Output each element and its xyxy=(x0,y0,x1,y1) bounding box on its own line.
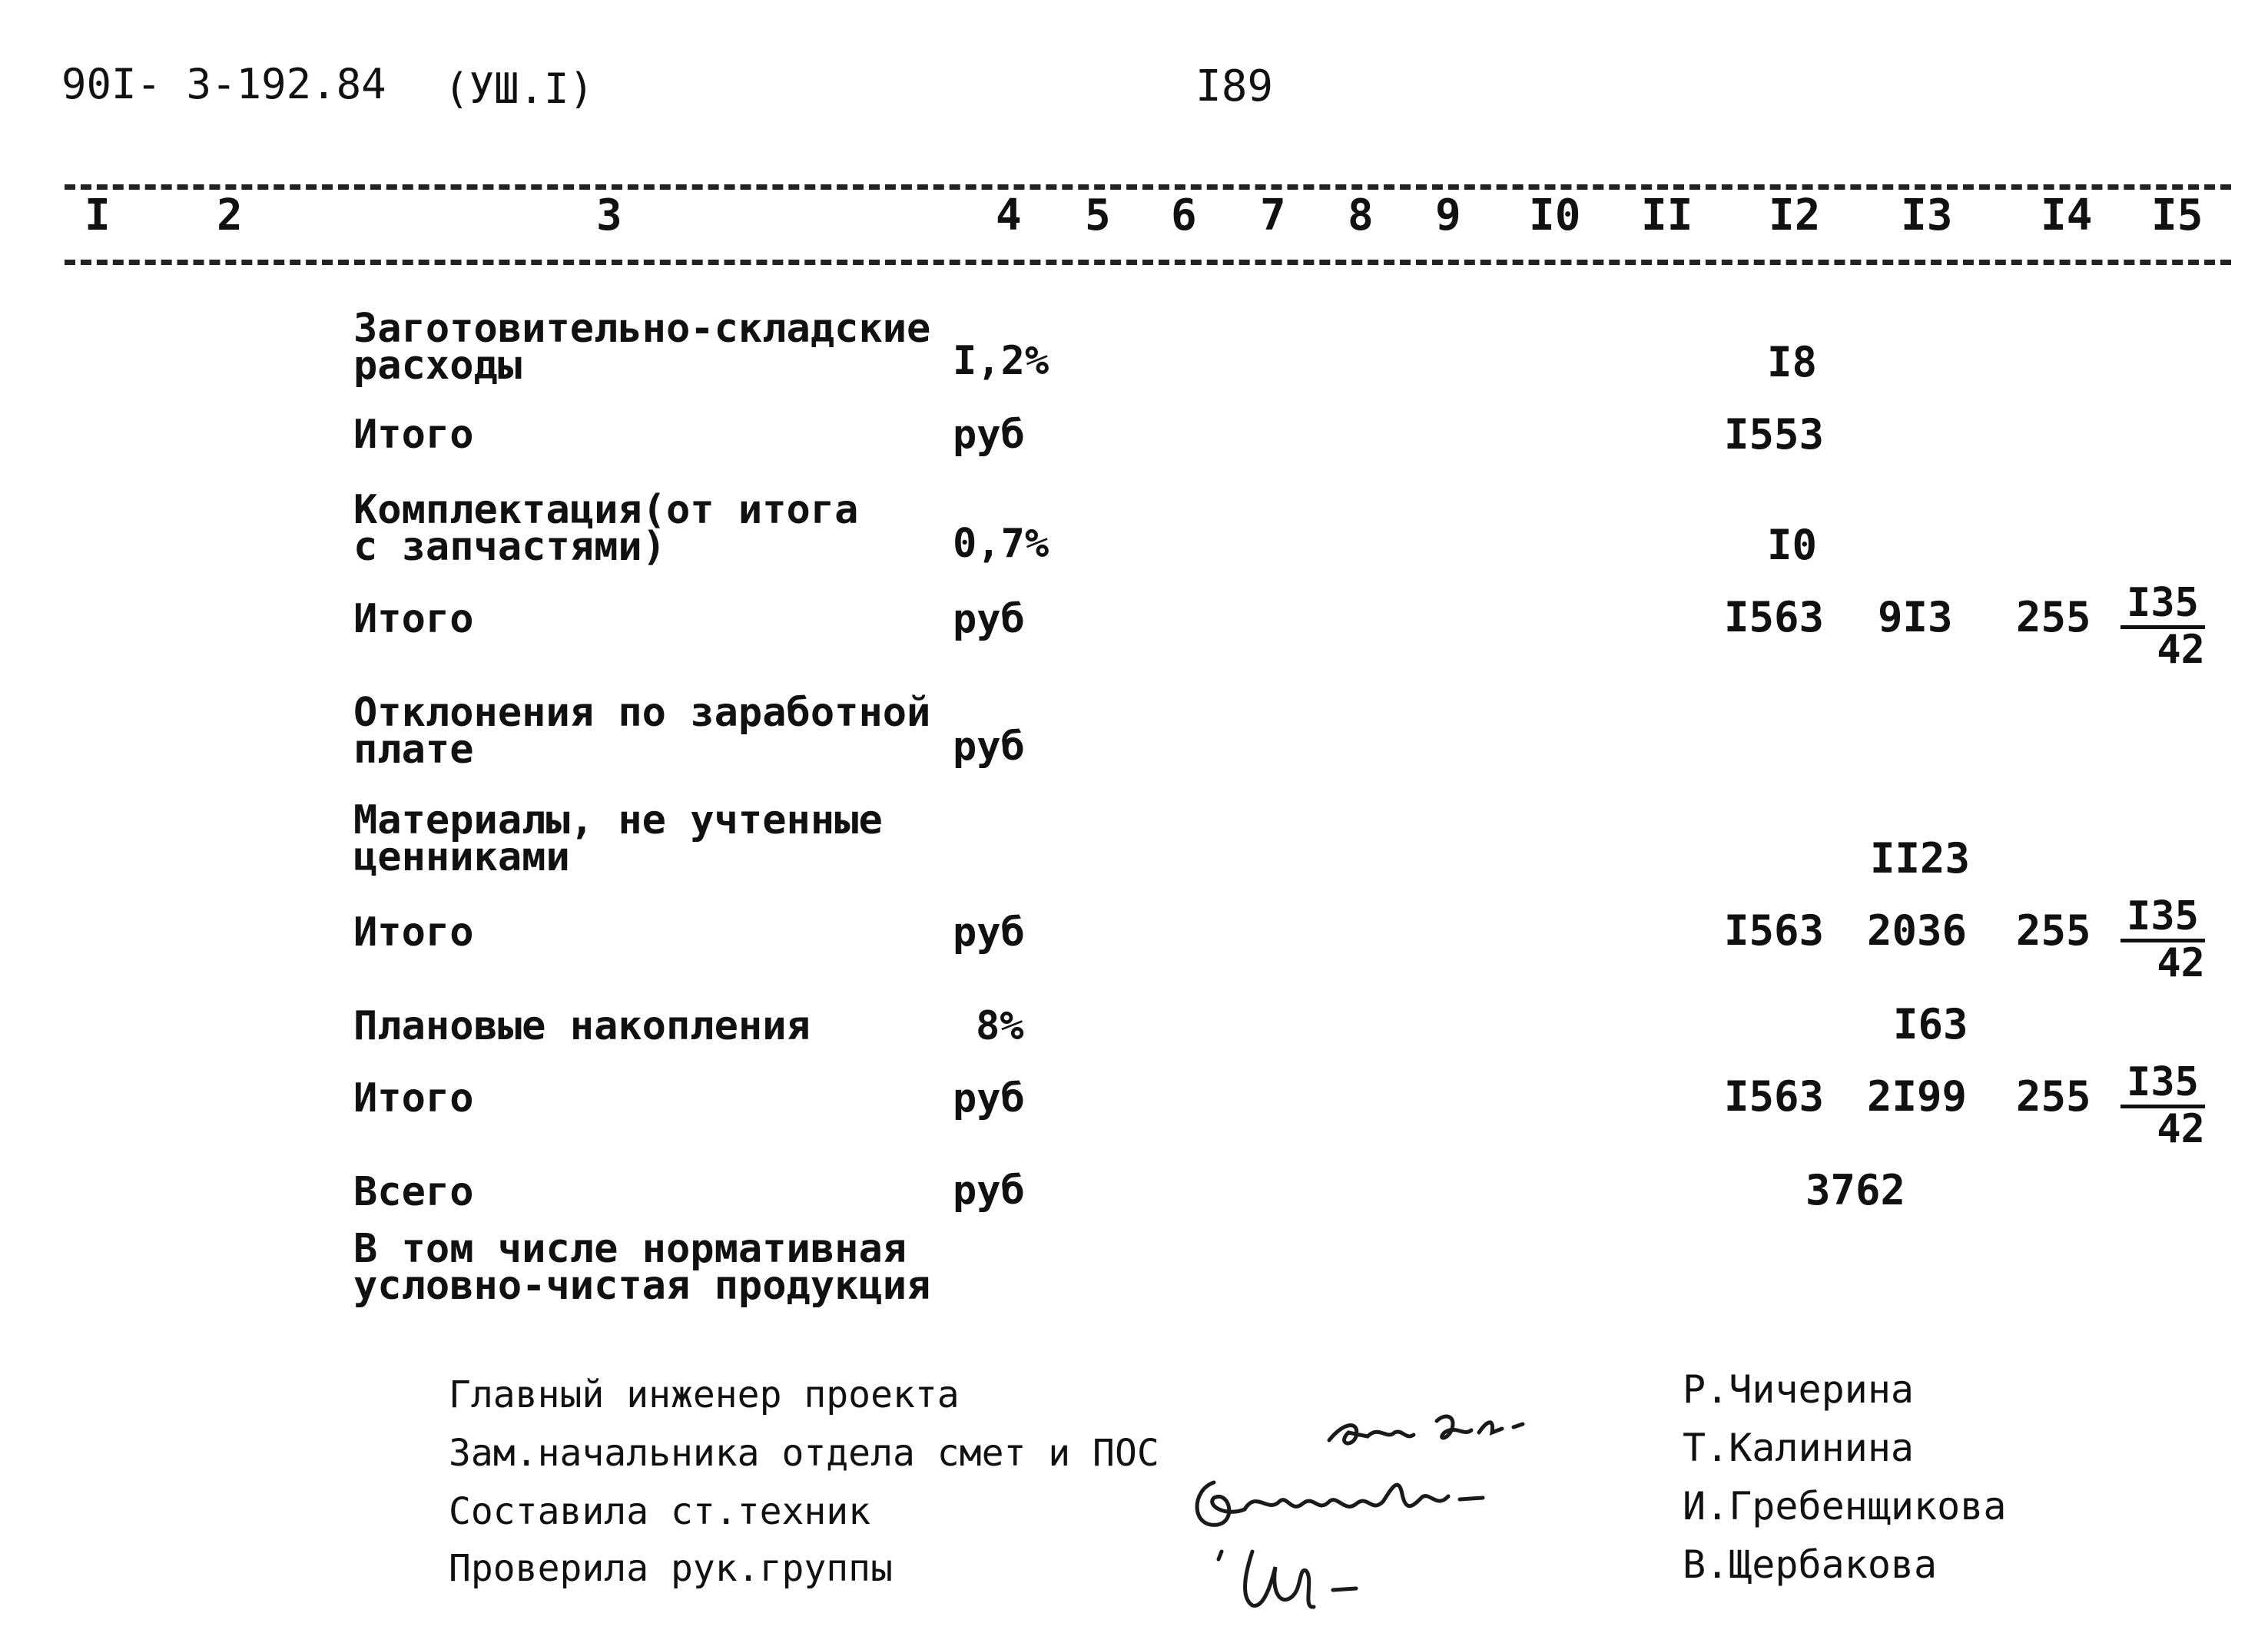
col-13: I3 xyxy=(1901,190,1953,240)
cell-col12: I553 xyxy=(1724,410,1825,459)
header-top-rule xyxy=(65,184,2231,190)
col-9: 9 xyxy=(1435,190,1461,240)
row-unit: руб xyxy=(953,724,1025,770)
col-10: I0 xyxy=(1529,190,1581,240)
cell-col14: 255 xyxy=(2016,1072,2091,1121)
col-7: 7 xyxy=(1260,190,1286,240)
handwritten-signature-3 xyxy=(1199,1536,1383,1621)
fraction-numerator: I35 xyxy=(2120,1062,2205,1108)
cell-col14: 255 xyxy=(2016,593,2091,641)
cell-col13: 2I99 xyxy=(1867,1072,1968,1121)
fraction-denominator: 42 xyxy=(2157,940,2205,986)
album-label: (УШ.I) xyxy=(444,65,595,113)
signature-role: Проверила рук.группы xyxy=(449,1547,893,1590)
signature-name: И.Гребенщикова xyxy=(1683,1484,2007,1529)
row-unit: 8% xyxy=(976,1003,1024,1049)
document-code: 90I- 3-192.84 xyxy=(61,60,386,108)
cell-col13: I63 xyxy=(1893,1000,1968,1048)
col-5: 5 xyxy=(1085,190,1111,240)
row-unit: 0,7% xyxy=(953,521,1049,567)
cell-col12: I563 xyxy=(1724,593,1825,641)
cell-col12: I563 xyxy=(1724,906,1825,955)
total-value: 3762 xyxy=(1805,1166,1906,1214)
signature-role: Составила ст.техник xyxy=(449,1490,871,1533)
row-label-line1: Итого xyxy=(353,1075,474,1121)
signature-role: Главный инженер проекта xyxy=(449,1373,960,1416)
row-unit: руб xyxy=(953,909,1025,956)
signature-role: Зам.начальника отдела смет и ПОС xyxy=(449,1432,1159,1475)
page-number: I89 xyxy=(1195,61,1274,111)
row-label-line1: Отклонения по заработной xyxy=(353,690,931,736)
signature-name: Т.Калинина xyxy=(1683,1426,1915,1470)
cell-col12: I8 xyxy=(1767,338,1818,386)
row-label-line1: Комплектация(от итога xyxy=(353,487,859,533)
cell-col15-fraction xyxy=(2120,893,2205,986)
fraction-numerator: I35 xyxy=(2120,896,2205,942)
cell-col13: II23 xyxy=(1870,834,1971,883)
row-unit: руб xyxy=(953,412,1025,458)
header-bottom-rule xyxy=(65,260,2231,265)
row-unit: руб xyxy=(953,1168,1025,1214)
cell-col14: 255 xyxy=(2016,906,2091,955)
row-label-line1: Итого xyxy=(353,909,474,956)
cell-col12: I563 xyxy=(1724,1072,1825,1121)
cell-col12: I0 xyxy=(1767,521,1818,569)
fraction-numerator: I35 xyxy=(2120,582,2205,629)
row-label-line2: расходы xyxy=(353,343,522,389)
row-label-line1: Итого xyxy=(353,596,474,642)
row-unit: I,2% xyxy=(953,338,1049,384)
col-6: 6 xyxy=(1171,190,1197,240)
row-label-line2: условно-чистая продукция xyxy=(353,1263,931,1309)
col-4: 4 xyxy=(996,190,1022,240)
row-label-line2: с запчастями) xyxy=(353,524,666,570)
col-1: I xyxy=(85,190,111,240)
handwritten-signature-1 xyxy=(1321,1398,1552,1459)
signature-name: В.Щербакова xyxy=(1683,1542,1938,1587)
row-unit: руб xyxy=(953,1075,1025,1121)
row-label-line2: плате xyxy=(353,727,474,773)
col-14: I4 xyxy=(2041,190,2093,240)
col-3: 3 xyxy=(596,190,622,240)
handwritten-signature-2 xyxy=(1183,1459,1506,1544)
row-label-line1: Всего xyxy=(353,1169,474,1215)
fraction-denominator: 42 xyxy=(2157,627,2205,673)
row-unit: руб xyxy=(953,596,1025,642)
cell-col13: 2036 xyxy=(1867,906,1968,955)
row-label-line1: В том числе нормативная xyxy=(353,1226,907,1272)
cell-col13: 9I3 xyxy=(1878,593,1953,641)
row-label-line1: Материалы, не учтенные xyxy=(353,797,883,843)
col-2: 2 xyxy=(217,190,243,240)
cell-col15-fraction xyxy=(2120,1059,2205,1152)
cell-col15-fraction xyxy=(2120,582,2205,671)
row-label-line2: ценниками xyxy=(353,834,570,880)
row-label-line1: Плановые накопления xyxy=(353,1003,811,1049)
col-11: II xyxy=(1641,190,1693,240)
col-12: I2 xyxy=(1769,190,1821,240)
signature-name: Р.Чичерина xyxy=(1683,1367,1915,1412)
row-label-line1: Заготовительно-складские xyxy=(353,306,931,352)
col-8: 8 xyxy=(1348,190,1374,240)
col-15: I5 xyxy=(2151,190,2203,240)
row-label-line1: Итого xyxy=(353,412,474,458)
fraction-denominator: 42 xyxy=(2157,1106,2205,1152)
